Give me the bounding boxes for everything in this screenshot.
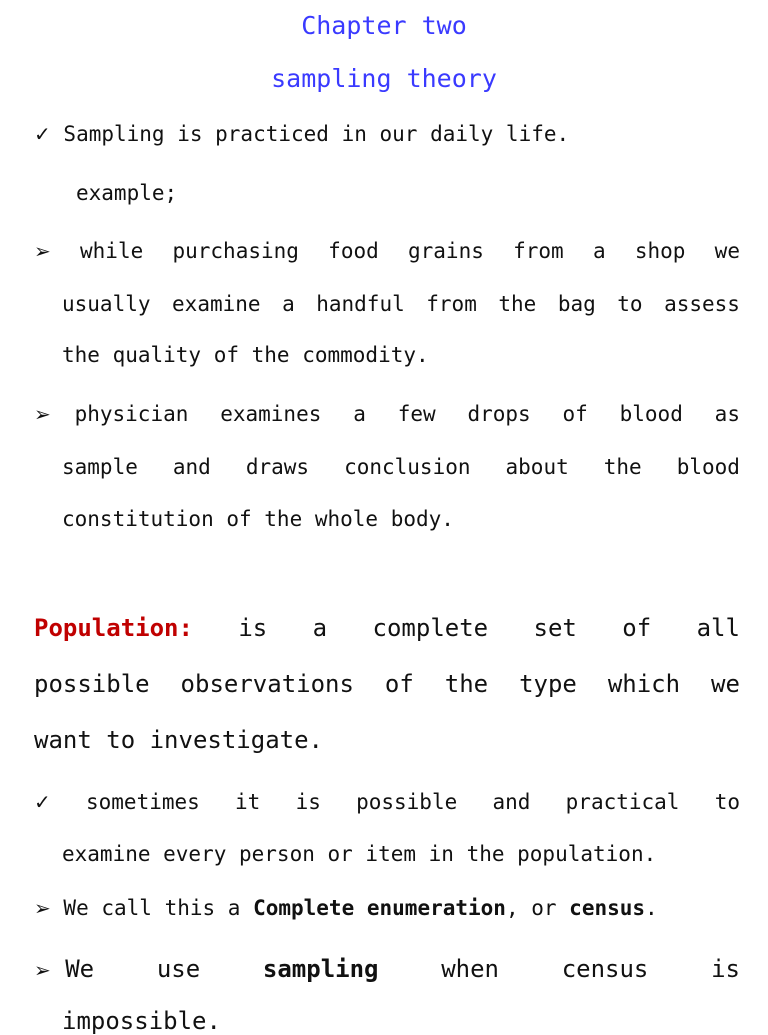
word: of (562, 402, 588, 426)
complete-enumeration-term: Complete enumeration (253, 896, 506, 920)
word: of (622, 614, 652, 642)
word: about (505, 455, 569, 479)
census-term: census (569, 896, 646, 920)
word: blood (619, 402, 683, 426)
word: the (444, 670, 489, 698)
sampling-term: sampling (262, 955, 379, 983)
text: We call this a (63, 896, 254, 920)
chapter-title: Chapter two (301, 11, 467, 40)
word: examine (172, 292, 261, 316)
word: use (156, 955, 201, 983)
arrow-bullet-icon: ➢ (34, 239, 51, 263)
word: few (397, 402, 436, 426)
checkmark-icon: ✓ (34, 122, 51, 146)
word: and (172, 455, 211, 479)
item3-line (34, 896, 658, 920)
word: complete (372, 614, 489, 642)
word: to (617, 292, 643, 316)
word: when (441, 955, 499, 983)
word: is (238, 614, 268, 642)
word: usually (62, 292, 151, 316)
word: is (711, 955, 740, 983)
word: examines (220, 402, 322, 426)
word: possible (34, 670, 150, 698)
word: bag (557, 292, 596, 316)
word: a (282, 292, 295, 316)
word: physician (74, 402, 189, 426)
word: all (696, 614, 740, 642)
item2-line3: constitution of the whole body. (62, 507, 454, 531)
word: set (533, 614, 577, 642)
item4-lead (34, 955, 94, 983)
arrow-bullet-icon: ➢ (34, 958, 51, 982)
word: while (80, 239, 144, 263)
word: a (312, 614, 328, 642)
word: possible (356, 790, 458, 814)
word: type (519, 670, 577, 698)
word: sometimes (86, 790, 200, 814)
example-label: example; (76, 181, 178, 205)
word: blood (676, 455, 740, 479)
population-line1 (34, 614, 740, 642)
word: to (714, 790, 740, 814)
word: purchasing (172, 239, 299, 263)
word: we (711, 670, 740, 698)
bullet2-line2: examine every person or item in the population. (62, 842, 657, 866)
word: which (607, 670, 681, 698)
arrow-bullet-icon: ➢ (34, 896, 51, 920)
word: handful (316, 292, 405, 316)
word: grains (408, 239, 484, 263)
word: from (513, 239, 564, 263)
word: of (384, 670, 414, 698)
item2-line2 (62, 455, 740, 479)
text: , or (505, 896, 570, 920)
word: is (295, 790, 321, 814)
word: sample (62, 455, 138, 479)
word: practical (565, 790, 680, 814)
word: a (353, 402, 366, 426)
item1-line1 (34, 239, 740, 263)
checkmark-icon: ✓ (34, 790, 51, 814)
word: we (714, 239, 740, 263)
word: assess (664, 292, 740, 316)
word: shop (634, 239, 686, 263)
population-line3: want to investigate. (34, 726, 323, 754)
word: We (65, 955, 95, 983)
item1-line2 (62, 292, 740, 316)
item2-line1 (34, 402, 740, 426)
item4-line2: impossible. (62, 1007, 221, 1035)
word: from (426, 292, 477, 316)
word: the (498, 292, 537, 316)
section-subtitle: sampling theory (271, 64, 497, 93)
population-term: Population: (34, 614, 193, 642)
word: food (328, 239, 379, 263)
word: observations (180, 670, 354, 698)
word: a (592, 239, 606, 263)
arrow-bullet-icon: ➢ (34, 402, 51, 426)
word: draws (245, 455, 310, 479)
bullet2-line1 (34, 790, 740, 814)
word: as (714, 402, 740, 426)
item4-line1 (34, 955, 740, 983)
item1-line3: the quality of the commodity. (62, 343, 429, 367)
word: and (492, 790, 531, 814)
word: conclusion (344, 455, 471, 479)
word: it (235, 790, 261, 814)
check-bullet-1 (34, 122, 569, 146)
word: the (603, 455, 642, 479)
population-line2 (34, 670, 740, 698)
word: drops (467, 402, 531, 426)
word: census (561, 955, 649, 983)
text: . (645, 896, 658, 920)
bullet-text: Sampling is practiced in our daily life. (63, 122, 570, 146)
